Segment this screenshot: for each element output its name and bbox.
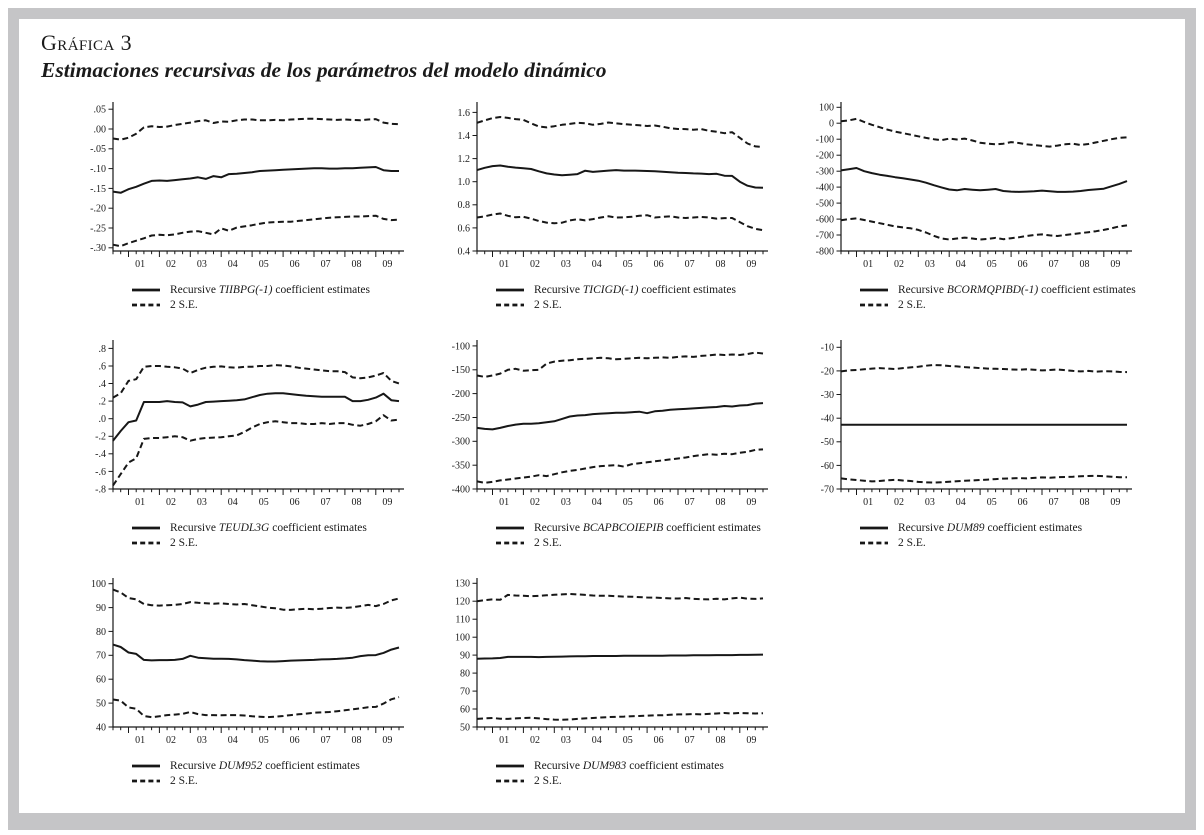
y-tick-label: -60: [820, 460, 834, 472]
solid-line-swatch: [131, 762, 161, 770]
x-year-label: 02: [166, 496, 176, 508]
series-upper_2se: [477, 594, 763, 601]
dashed-line-swatch: [495, 301, 525, 309]
x-year-label: 06: [1017, 258, 1028, 270]
dashed-line-swatch: [495, 539, 525, 547]
y-tick-label: -200: [451, 388, 470, 400]
y-tick-label: 80: [96, 626, 106, 638]
y-tick-label: 50: [96, 698, 106, 710]
legend-coef-row: [131, 283, 425, 298]
y-tick-label: 100: [91, 579, 106, 591]
x-year-label: 04: [591, 734, 602, 746]
figure-title: Estimaciones recursivas de los parámetros del modelo dinámico: [41, 58, 607, 83]
legend-coef-label: Recursive DUM983 coefficient estimates: [534, 759, 724, 772]
x-year-label: 05: [258, 734, 269, 746]
y-tick-label: .4: [98, 378, 106, 390]
legend-se-label: 2 S.E.: [534, 774, 562, 787]
x-year-label: 08: [1079, 258, 1090, 270]
legend-coef-label: Recursive TICIGD(-1) coefficient estimates: [534, 283, 736, 296]
y-tick-label: .0: [98, 414, 106, 426]
x-year-label: 04: [227, 734, 238, 746]
axes: [113, 578, 404, 727]
y-tick-label: -20: [820, 366, 834, 378]
x-year-label: 05: [622, 496, 633, 508]
x-year-label: 07: [320, 734, 331, 746]
y-tick-label: -800: [815, 246, 834, 258]
legend-se-label: 2 S.E.: [534, 298, 562, 311]
y-tick-label: -.10: [90, 163, 106, 175]
series-upper_2se: [841, 365, 1127, 372]
legend-se-row: [859, 298, 1153, 313]
chart-plot-dum89: [801, 337, 1153, 515]
legend-coef-label: Recursive DUM952 coefficient estimates: [170, 759, 360, 772]
y-tick-label: 40: [96, 722, 106, 734]
x-year-label: 03: [560, 258, 571, 270]
solid-line-swatch: [131, 286, 161, 294]
series-lower_2se: [477, 449, 763, 482]
x-year-label: 02: [530, 496, 540, 508]
legend-se-label: 2 S.E.: [898, 536, 926, 549]
y-tick-label: .00: [93, 124, 106, 136]
y-tick-label: -300: [815, 166, 834, 178]
y-tick-label: 0: [829, 118, 834, 130]
charts-grid: [73, 99, 1185, 799]
x-year-label: 01: [499, 734, 510, 746]
legend-se-label: 2 S.E.: [534, 536, 562, 549]
legend-teudl3g: [131, 521, 425, 551]
x-year-label: 02: [530, 258, 540, 270]
dashed-line-swatch: [859, 301, 889, 309]
series-coef: [477, 165, 763, 187]
legend-se-label: 2 S.E.: [898, 298, 926, 311]
x-year-label: 07: [684, 734, 695, 746]
y-tick-label: 120: [455, 596, 470, 608]
series-lower_2se: [113, 697, 399, 717]
legend-se-label: 2 S.E.: [170, 536, 198, 549]
solid-line-swatch: [495, 286, 525, 294]
legend-coef-label: Recursive BCAPBCOIEPIB coefficient estimates: [534, 521, 761, 534]
legend-se-label: 2 S.E.: [170, 774, 198, 787]
legend-se-row: [495, 536, 789, 551]
figure-label: Gráfica 3: [41, 30, 132, 55]
legend-coef-row: [859, 521, 1153, 536]
x-year-label: 03: [196, 734, 207, 746]
legend-coef-row: [131, 521, 425, 536]
y-tick-label: 60: [96, 674, 106, 686]
x-year-label: 02: [894, 496, 904, 508]
y-tick-label: -.20: [90, 203, 106, 215]
legend-coef-row: [495, 283, 789, 298]
chart-teudl3g: [73, 337, 425, 561]
legend-dum983: [495, 759, 789, 789]
legend-coef-row: [495, 759, 789, 774]
y-tick-label: -200: [815, 150, 834, 162]
y-tick-label: -300: [451, 436, 470, 448]
solid-line-swatch: [131, 524, 161, 532]
legend-se-row: [495, 298, 789, 313]
x-year-label: 06: [1017, 496, 1028, 508]
x-year-label: 09: [382, 734, 393, 746]
x-year-label: 07: [1048, 258, 1059, 270]
x-year-label: 08: [715, 258, 726, 270]
legend-se-row: [495, 774, 789, 789]
x-year-label: 09: [1110, 258, 1121, 270]
x-year-label: 04: [227, 258, 238, 270]
x-year-label: 08: [351, 258, 362, 270]
y-tick-label: -10: [820, 342, 834, 354]
y-tick-label: 90: [460, 650, 470, 662]
x-year-label: 09: [746, 496, 757, 508]
y-tick-label: 0.4: [457, 246, 470, 258]
x-year-label: 09: [382, 496, 393, 508]
y-tick-label: -.8: [95, 484, 106, 496]
y-tick-label: -600: [815, 214, 834, 226]
y-tick-label: -70: [820, 484, 834, 496]
legend-coef-row: [859, 283, 1153, 298]
x-year-label: 05: [986, 258, 997, 270]
x-year-label: 03: [924, 496, 935, 508]
legend-coef-row: [131, 759, 425, 774]
dashed-line-swatch: [131, 539, 161, 547]
series-upper_2se: [477, 117, 763, 147]
y-tick-label: -.05: [90, 144, 106, 156]
y-tick-label: 100: [819, 102, 834, 114]
x-year-label: 06: [289, 734, 300, 746]
y-tick-label: .2: [98, 396, 106, 408]
x-year-label: 04: [955, 496, 966, 508]
x-year-label: 08: [715, 734, 726, 746]
y-tick-label: -.4: [95, 449, 106, 461]
legend-coef-label: Recursive TEUDL3G coefficient estimates: [170, 521, 367, 534]
legend-coef-label: Recursive TIIBPG(-1) coefficient estimates: [170, 283, 371, 296]
x-year-label: 03: [196, 258, 207, 270]
series-lower_2se: [841, 476, 1127, 483]
axes: [113, 102, 404, 251]
y-tick-label: -100: [815, 134, 834, 146]
y-tick-label: -.15: [90, 183, 106, 195]
x-year-label: 04: [591, 496, 602, 508]
legend-se-row: [131, 536, 425, 551]
y-tick-label: -150: [451, 365, 470, 377]
dashed-line-swatch: [131, 777, 161, 785]
series-lower_2se: [477, 713, 763, 720]
x-year-label: 05: [258, 258, 269, 270]
legend-tiibpg: [131, 283, 425, 313]
solid-line-swatch: [859, 524, 889, 532]
legend-se-row: [859, 536, 1153, 551]
series-lower_2se: [113, 415, 399, 485]
x-year-label: 06: [653, 258, 664, 270]
x-year-label: 05: [986, 496, 997, 508]
series-coef: [841, 168, 1127, 192]
series-coef: [113, 167, 399, 193]
x-year-label: 06: [653, 496, 664, 508]
chart-plot-tiibpg: [73, 99, 425, 277]
legend-bcapbcoiepib: [495, 521, 789, 551]
axes: [841, 102, 1132, 251]
series-upper_2se: [477, 353, 763, 377]
x-year-label: 01: [135, 734, 146, 746]
x-year-label: 08: [351, 496, 362, 508]
series-coef: [113, 393, 399, 441]
x-year-label: 05: [258, 496, 269, 508]
legend-dum952: [131, 759, 425, 789]
chart-plot-dum952: [73, 575, 425, 753]
x-year-label: 09: [746, 734, 757, 746]
x-year-label: 05: [622, 734, 633, 746]
x-year-label: 02: [894, 258, 904, 270]
x-year-label: 07: [684, 496, 695, 508]
dashed-line-swatch: [859, 539, 889, 547]
x-year-label: 01: [863, 258, 874, 270]
y-tick-label: 130: [455, 578, 470, 590]
y-tick-label: 1.4: [457, 130, 470, 142]
x-year-label: 09: [1110, 496, 1121, 508]
y-tick-label: -.2: [95, 431, 106, 443]
y-tick-label: -250: [451, 412, 470, 424]
x-year-label: 03: [560, 734, 571, 746]
solid-line-swatch: [495, 524, 525, 532]
y-tick-label: -700: [815, 230, 834, 242]
y-tick-label: 1.2: [457, 153, 470, 165]
dashed-line-swatch: [131, 301, 161, 309]
legend-se-row: [131, 298, 425, 313]
x-year-label: 09: [746, 258, 757, 270]
solid-line-swatch: [859, 286, 889, 294]
chart-plot-ticigd: [437, 99, 789, 277]
y-tick-label: -350: [451, 460, 470, 472]
x-year-label: 08: [351, 734, 362, 746]
y-tick-label: -.6: [95, 466, 106, 478]
y-tick-label: 50: [460, 722, 470, 734]
series-coef: [113, 645, 399, 662]
chart-dum89: [801, 337, 1153, 561]
series-lower_2se: [113, 216, 399, 247]
x-year-label: 03: [924, 258, 935, 270]
x-year-label: 01: [499, 258, 510, 270]
y-tick-label: .05: [93, 104, 106, 116]
x-year-label: 04: [955, 258, 966, 270]
series-upper_2se: [113, 119, 399, 140]
axes: [841, 340, 1132, 489]
chart-plot-teudl3g: [73, 337, 425, 515]
legend-coef-row: [495, 521, 789, 536]
legend-coef-label: Recursive BCORMQPIBD(-1) coefficient estimates: [898, 283, 1136, 296]
y-tick-label: -500: [815, 198, 834, 210]
x-year-label: 01: [863, 496, 874, 508]
chart-bcapbcoiepib: [437, 337, 789, 561]
y-tick-label: 90: [96, 602, 106, 614]
y-tick-label: -400: [815, 182, 834, 194]
y-tick-label: 60: [460, 704, 470, 716]
series-upper_2se: [113, 590, 399, 610]
figure-header: [19, 19, 1185, 83]
solid-line-swatch: [495, 762, 525, 770]
series-upper_2se: [113, 365, 399, 398]
chart-dum952: [73, 575, 425, 799]
series-coef: [477, 403, 763, 429]
x-year-label: 02: [166, 258, 176, 270]
chart-plot-bcapbcoiepib: [437, 337, 789, 515]
series-lower_2se: [841, 218, 1127, 239]
x-year-label: 08: [715, 496, 726, 508]
x-year-label: 08: [1079, 496, 1090, 508]
x-year-label: 05: [622, 258, 633, 270]
page-frame: [8, 8, 1196, 830]
y-tick-label: -.25: [90, 223, 106, 235]
chart-tiibpg: [73, 99, 425, 323]
y-tick-label: 110: [455, 614, 470, 626]
legend-ticigd: [495, 283, 789, 313]
x-year-label: 07: [320, 258, 331, 270]
x-year-label: 03: [196, 496, 207, 508]
series-coef: [477, 655, 763, 659]
x-year-label: 09: [382, 258, 393, 270]
x-year-label: 01: [135, 258, 146, 270]
x-year-label: 04: [227, 496, 238, 508]
y-tick-label: 70: [460, 686, 470, 698]
chart-ticigd: [437, 99, 789, 323]
chart-plot-bcormqpibd: [801, 99, 1153, 277]
legend-bcormqpibd: [859, 283, 1153, 313]
y-tick-label: 1.6: [457, 107, 470, 119]
y-tick-label: .8: [98, 343, 106, 355]
x-year-label: 02: [530, 734, 540, 746]
x-year-label: 06: [289, 258, 300, 270]
y-tick-label: 100: [455, 632, 470, 644]
x-year-label: 06: [289, 496, 300, 508]
y-tick-label: 70: [96, 650, 106, 662]
y-tick-label: 1.0: [457, 177, 470, 189]
x-year-label: 07: [1048, 496, 1059, 508]
x-year-label: 07: [320, 496, 331, 508]
x-year-label: 01: [135, 496, 146, 508]
x-year-label: 07: [684, 258, 695, 270]
y-tick-label: -100: [451, 341, 470, 353]
y-tick-label: 80: [460, 668, 470, 680]
dashed-line-swatch: [495, 777, 525, 785]
chart-bcormqpibd: [801, 99, 1153, 323]
y-tick-label: 0.6: [457, 223, 470, 235]
x-year-label: 06: [653, 734, 664, 746]
chart-plot-dum983: [437, 575, 789, 753]
legend-dum89: [859, 521, 1153, 551]
series-upper_2se: [841, 119, 1127, 147]
legend-se-row: [131, 774, 425, 789]
series-lower_2se: [477, 213, 763, 230]
x-year-label: 01: [499, 496, 510, 508]
y-tick-label: -40: [820, 413, 834, 425]
y-tick-label: .6: [98, 361, 106, 373]
legend-se-label: 2 S.E.: [170, 298, 198, 311]
y-tick-label: -50: [820, 437, 834, 449]
chart-dum983: [437, 575, 789, 799]
legend-coef-label: Recursive DUM89 coefficient estimates: [898, 521, 1083, 534]
x-year-label: 02: [166, 734, 176, 746]
x-year-label: 04: [591, 258, 602, 270]
y-tick-label: -400: [451, 484, 470, 496]
y-tick-label: -30: [820, 389, 834, 401]
y-tick-label: -.30: [90, 243, 106, 255]
y-tick-label: 0.8: [457, 200, 470, 212]
axes: [113, 340, 404, 489]
x-year-label: 03: [560, 496, 571, 508]
